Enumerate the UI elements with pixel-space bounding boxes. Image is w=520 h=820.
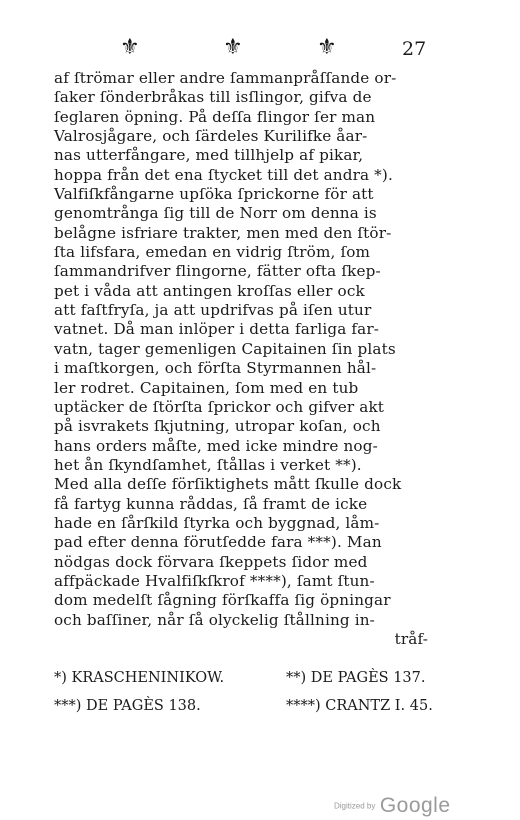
- footnote: **) DE PAGÈS 137.: [286, 670, 426, 686]
- text-line: och baſſiner, når ſå olyckelig ſtållning in-: [54, 610, 375, 629]
- text-line: affpäckade Hvalfiſkſkrof ****), ſamt ſtun-: [54, 571, 375, 590]
- footnote-row: [54, 696, 444, 724]
- text-line: vatnet. Då man inlöper i detta farliga far-: [54, 320, 380, 339]
- text-line: få fartyg kunna råddas, ſå framt de icke: [54, 494, 368, 513]
- watermark-prefix: Digitized by: [334, 801, 376, 811]
- footnote: ****) CRANTZ I. 45.: [286, 698, 433, 714]
- footnote: *) KRASCHENINIKOW.: [54, 670, 225, 686]
- text-line: hade en ſårſkild ſtyrka och byggnad, låm-: [54, 513, 380, 532]
- text-line: i maſtkorgen, och förſta Styrmannen hål-: [54, 359, 377, 378]
- text-line: ſeglaren öpning. På deſſa flingor ſer man: [54, 107, 376, 126]
- text-line: genomtrånga ſig till de Norr om denna is: [54, 204, 377, 223]
- text-line: dom medelſt ſågning förſkaffa ſig öpningar: [54, 591, 391, 610]
- text-line: het ån ſkyndſamhet, ſtållas i verket **).: [54, 455, 362, 474]
- text-line: belågne isfriare trakter, men med den ſtör-: [54, 223, 392, 242]
- text-line: nas utterfångare, med tillhjelp af pikar,: [54, 146, 364, 165]
- fleuron-ornament-icon: ⚜: [223, 35, 243, 60]
- text-line: ſaker ſönderbråkas till isſlingor, gifva de: [54, 88, 372, 107]
- page-number: 27: [402, 38, 427, 60]
- text-line: uptäcker de ſtörſta ſprickor och gifver akt: [54, 397, 385, 416]
- text-line: Valrosjågare, och ſärdeles Kurilifke åar-: [54, 127, 368, 146]
- text-line: Med alla deſſe förſiktighets mått ſkulle dock: [54, 475, 402, 494]
- text-line: af ſtrömar eller andre ſammanpråſſande or-: [54, 69, 397, 87]
- text-line: vatn, tager gemenligen Capitainen ſin plats: [54, 339, 396, 358]
- text-line: på isvrakets ſkjutning, utropar koſan, och: [54, 417, 381, 436]
- text-line: hoppa från det ena ſtycket till det andra *).: [54, 165, 393, 184]
- text-line: ſammandrifver flingorne, fätter ofta ſkep-: [54, 262, 381, 281]
- body-text: [54, 69, 434, 649]
- catchword: tråf-: [394, 629, 428, 648]
- google-logo: Google: [379, 794, 451, 817]
- text-line: pet i våda att antingen kroſſas eller ock: [54, 281, 365, 300]
- fleuron-ornament-icon: ⚜: [120, 35, 140, 60]
- text-line: nödgas dock förvara ſkeppets ſidor med: [54, 552, 368, 571]
- text-line: ſta lifsfara, emedan en vidrig ſtröm, ſom: [54, 243, 371, 262]
- footnotes: [54, 668, 444, 724]
- footnote-row: [54, 668, 444, 696]
- fleuron-ornament-icon: ⚜: [317, 35, 337, 60]
- text-line: ler rodret. Capitainen, ſom med en tub: [54, 378, 359, 397]
- text-line: pad efter denna förutſedde fara ***). Man: [54, 533, 382, 552]
- text-line: Valfiſkfångarne upſöka ſprickorne för att: [54, 185, 374, 204]
- page-header: [0, 36, 520, 62]
- footnote: ***) DE PAGÈS 138.: [54, 698, 201, 714]
- text-line: hans orders måſte, med icke mindre nog-: [54, 436, 378, 455]
- digitization-watermark: [334, 794, 451, 818]
- text-line: att faſtfryſa, ja att updrifvas på iſen utur: [54, 301, 372, 320]
